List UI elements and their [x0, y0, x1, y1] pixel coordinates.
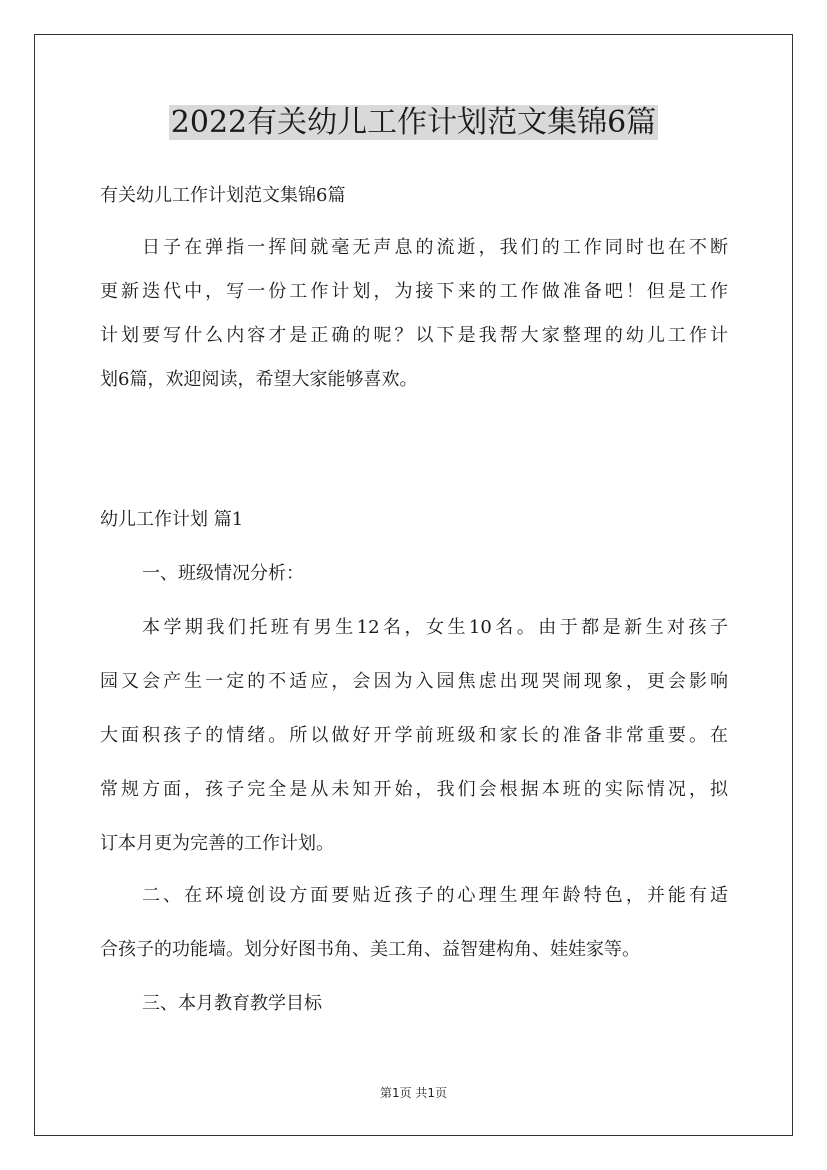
intro-line-2: 更新迭代中，写一份工作计划，为接下来的工作做准备吧！但是工作 [100, 281, 728, 302]
intro-line-3: 计划要写什么内容才是正确的呢？以下是我帮大家整理的幼儿工作计 [100, 325, 728, 346]
page-number-label: 第1页 共1页 [379, 1086, 448, 1100]
section-heading [100, 498, 728, 542]
item1-line-2: 园又会产生一定的不适应，会因为入园焦虑出现哭闹现象，更会影响 [100, 671, 728, 692]
item3-heading [100, 982, 728, 1026]
item2-line-1: 二、在环境创设方面要贴近孩子的心理生理年龄特色，并能有适 [142, 885, 728, 906]
item1-paragraph [100, 606, 728, 866]
section-heading-text: 幼儿工作计划 篇1 [100, 509, 244, 530]
item1-line-1: 本学期我们托班有男生12名，女生10名。由于都是新生对孩子 [142, 617, 728, 638]
document-subtitle [100, 174, 728, 218]
intro-paragraph [100, 226, 728, 402]
item1-heading [100, 552, 728, 596]
item2-line-2: 合孩子的功能墙。划分好图书角、美工角、益智建构角、娃娃家等。 [100, 939, 640, 960]
intro-line-4: 划6篇，欢迎阅读，希望大家能够喜欢。 [100, 369, 418, 390]
subtitle-line: 有关幼儿工作计划范文集锦6篇 [100, 185, 346, 206]
item2-paragraph [100, 874, 728, 972]
item1-heading-text: 一、班级情况分析： [142, 563, 304, 584]
document-title-text: 2022有关幼儿工作计划范文集锦6篇 [170, 105, 657, 140]
item1-line-4: 常规方面，孩子完全是从未知开始，我们会根据本班的实际情况，拟 [100, 779, 728, 800]
item1-line-3: 大面积孩子的情绪。所以做好开学前班级和家长的准备非常重要。在 [100, 725, 728, 746]
intro-line-1: 日子在弹指一挥间就毫无声息的流逝，我们的工作同时也在不断 [142, 237, 728, 258]
document-title [0, 100, 827, 146]
item3-heading-text: 三、本月教育教学目标 [142, 993, 322, 1014]
page-footer [0, 1084, 827, 1101]
item1-line-5: 订本月更为完善的工作计划。 [100, 833, 334, 854]
